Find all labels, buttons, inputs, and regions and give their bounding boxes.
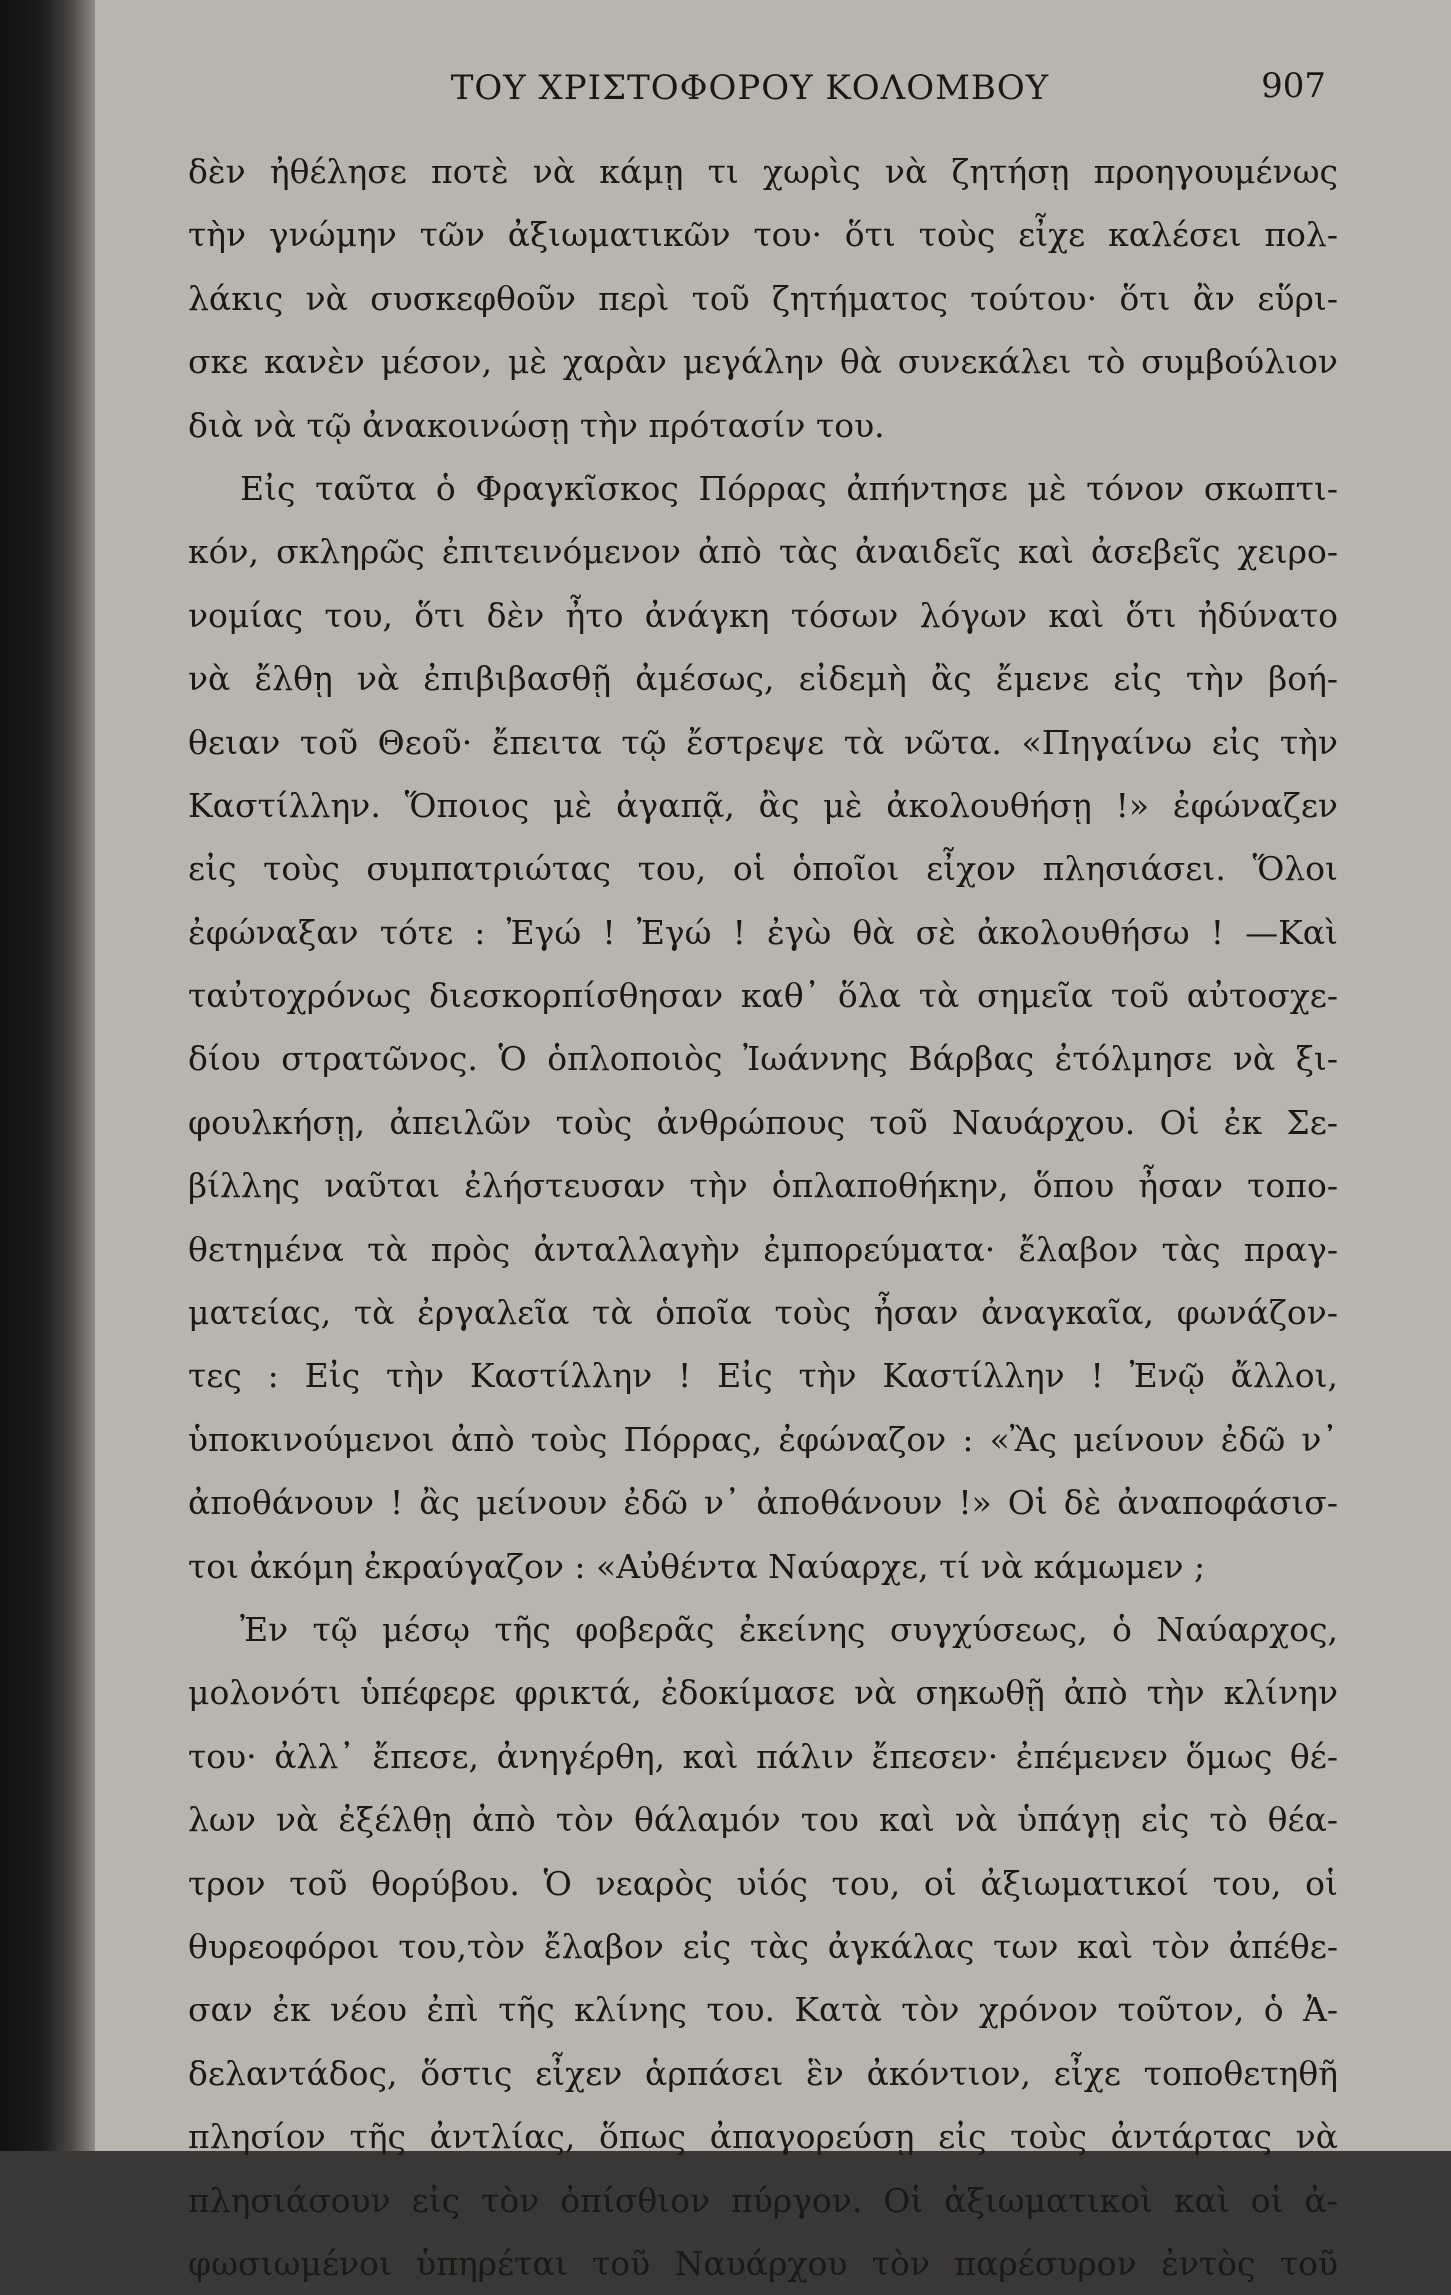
text-line: κόν, σκληρῶς ἐπιτεινόμενον ἀπὸ τὰς ἀναιδεῖς καὶ ἀσεβεῖς χειρο- <box>188 532 1338 572</box>
text-line: θυρεοφόροι του,τὸν ἔλαβον εἰς τὰς ἀγκάλας των καὶ τὸν ἀπέθε- <box>188 1926 1338 1966</box>
text-line: ὑποκινούμενοι ἀπὸ τοὺς Πόρρας, ἐφώναζον : «Ἂς μείνουν ἐδῶ ν᾽ <box>188 1419 1338 1459</box>
text-line: του· ἀλλ᾽ ἔπεσε, ἀνηγέρθη, καὶ πάλιν ἔπεσεν· ἐπέμενεν ὅμως θέ- <box>188 1736 1338 1776</box>
book-gutter-shadow <box>0 0 95 2151</box>
text-line: σαν ἐκ νέου ἐπὶ τῆς κλίνης του. Κατὰ τὸν χρόνον τοῦτον, ὁ Ἀ- <box>188 1990 1338 2030</box>
text-line: πλησίον τῆς ἀντλίας, ὅπως ἀπαγορεύσῃ εἰς τοὺς ἀντάρτας νὰ <box>188 2117 1338 2157</box>
text-line: δελαντάδος, ὅστις εἶχεν ἁρπάσει ἓν ἀκόντιον, εἶχε τοποθετηθῆ <box>188 2053 1338 2093</box>
text-line: ταὐτοχρόνως διεσκορπίσθησαν καθ᾽ ὅλα τὰ σημεῖα τοῦ αὐτοσχε- <box>188 976 1338 1016</box>
text-line: δίου στρατῶνος. Ὁ ὁπλοποιὸς Ἰωάννης Βάρβας ἐτόλμησε νὰ ξι- <box>188 1039 1338 1079</box>
text-line: νὰ ἔλθῃ νὰ ἐπιβιβασθῇ ἀμέσως, εἰδεμὴ ἂς ἔμενε εἰς τὴν βοή- <box>188 659 1338 699</box>
text-line: τες : Εἰς τὴν Καστίλλην ! Εἰς τὴν Καστίλλην ! Ἐνῷ ἄλλοι, <box>188 1356 1338 1396</box>
text-line: διὰ νὰ τῷ ἀνακοινώσῃ τὴν πρότασίν του. <box>188 405 885 445</box>
text-line: μολονότι ὑπέφερε φρικτά, ἐδοκίμασε νὰ σηκωθῇ ἀπὸ τὴν κλίνην <box>188 1673 1338 1713</box>
page-header <box>160 62 1340 122</box>
text-line: νομίας του, ὅτι δὲν ἦτο ἀνάγκη τόσων λόγων καὶ ὅτι ἠδύνατο <box>188 595 1338 635</box>
text-line: θετημένα τὰ πρὸς ἀνταλλαγὴν ἐμπορεύματα· ἔλαβον τὰς πραγ- <box>188 1229 1338 1269</box>
text-line: Καστίλλην. Ὅποιος μὲ ἀγαπᾷ, ἂς μὲ ἀκολουθήσῃ !» ἐφώναζεν <box>188 785 1338 825</box>
running-title: ΤΟΥ ΧΡΙΣΤΟΦΟΡΟΥ ΚΟΛΟΜΒΟΥ <box>450 68 1050 108</box>
text-line: τὴν γνώμην τῶν ἀξιωματικῶν του· ὅτι τοὺς εἶχε καλέσει πολ- <box>188 215 1338 255</box>
text-line: ματείας, τὰ ἐργαλεῖα τὰ ὁποῖα τοὺς ἦσαν ἀναγκαῖα, φωνάζον- <box>188 1293 1338 1333</box>
text-line: τρον τοῦ θορύβου. Ὁ νεαρὸς υἱός του, οἱ ἀξιωματικοί του, οἱ <box>188 1863 1338 1903</box>
text-line: λων νὰ ἐξέλθῃ ἀπὸ τὸν θάλαμόν του καὶ νὰ ὑπάγῃ εἰς τὸ θέα- <box>188 1800 1338 1840</box>
text-line: πλησιάσουν εἰς τὸν ὀπίσθιον πύργον. Οἱ ἀξιωματικοὶ καὶ οἱ ἀ- <box>188 2180 1338 2220</box>
text-line: ἐφώναξαν τότε : Ἐγώ ! Ἐγώ ! ἐγὼ θὰ σὲ ἀκολουθήσω ! —Καὶ <box>188 912 1338 952</box>
text-line: φωσιωμένοι ὑπηρέται τοῦ Ναυάρχου τὸν παρέσυρον ἐντὸς τοῦ <box>188 2243 1338 2283</box>
text-line: θειαν τοῦ Θεοῦ· ἔπειτα τῷ ἔστρεψε τὰ νῶτα. «Πηγαίνω εἰς τὴν <box>188 722 1338 762</box>
text-line: λάκις νὰ συσκεφθοῦν περὶ τοῦ ζητήματος τούτου· ὅτι ἂν εὕρι- <box>188 278 1338 318</box>
text-line: σκε κανὲν μέσον, μὲ χαρὰν μεγάλην θὰ συνεκάλει τὸ συμβούλιον <box>188 342 1338 382</box>
text-line: δὲν ἠθέλησε ποτὲ νὰ κάμῃ τι χωρὶς νὰ ζητήσῃ προηγουμένως <box>188 152 1338 191</box>
text-line: βίλλης ναῦται ἐλήστευσαν τὴν ὁπλαποθήκην, ὅπου ἦσαν τοπο- <box>188 1166 1338 1206</box>
text-line: εἰς τοὺς συμπατριώτας του, οἱ ὁποῖοι εἶχον πλησιάσει. Ὅλοι <box>188 849 1338 889</box>
body-text <box>188 140 1338 2295</box>
text-line: ἀποθάνουν ! ἂς μείνουν ἐδῶ ν᾽ ἀποθάνουν !» Οἱ δὲ ἀναποφάσισ- <box>188 1483 1338 1523</box>
text-line: Ἐν τῷ μέσῳ τῆς φοβερᾶς ἐκείνης συγχύσεως, ὁ Ναύαρχος, <box>240 1609 1338 1649</box>
text-line: τοι ἀκόμη ἐκραύγαζον : «Αὐθέντα Ναύαρχε, τί νὰ κάμωμεν ; <box>188 1546 1206 1586</box>
text-line: φουλκήσῃ, ἀπειλῶν τοὺς ἀνθρώπους τοῦ Ναυάρχου. Οἱ ἐκ Σε- <box>188 1102 1338 1142</box>
page-number: 907 <box>1261 66 1326 106</box>
text-line: Εἰς ταῦτα ὁ Φραγκῖσκος Πόρρας ἀπήντησε μὲ τόνον σκωπτι- <box>240 468 1338 508</box>
